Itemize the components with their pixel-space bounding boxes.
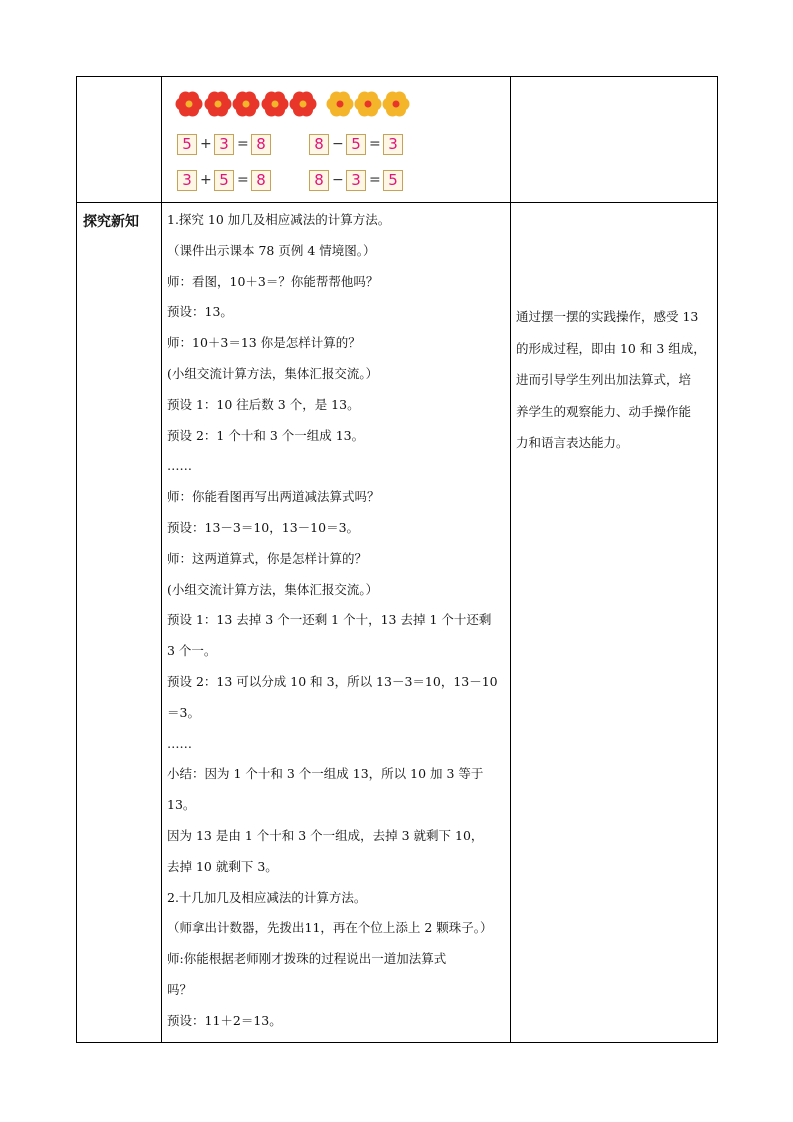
operator: + [200, 172, 212, 188]
note-line: 通过摆一摆的实践操作，感受 13 [516, 309, 699, 324]
yellow-flower-icon [326, 90, 354, 118]
number-box: 5 [346, 134, 366, 155]
column-divider [161, 77, 162, 1042]
operator: − [332, 136, 344, 152]
process-line: 预设 1：13 去掉 3 个一还剩 1 个十，13 去掉 1 个十还剩 [167, 612, 492, 628]
number-box: 3 [214, 134, 234, 155]
process-line: 预设 1：10 往后数 3 个，是 13。 [167, 396, 360, 412]
stage-label: 探究新知 [83, 214, 139, 230]
number-box: 3 [177, 170, 197, 191]
number-box: 8 [309, 134, 329, 155]
process-line: 因为 13 是由 1 个十和 3 个一组成，去掉 3 就剩下 10， [167, 827, 484, 843]
process-line: 去掉 10 就剩下 3。 [167, 858, 278, 874]
process-line: 3 个一。 [167, 643, 217, 659]
note-line: 养学生的观察能力、动手操作能 [516, 403, 692, 419]
process-line: 师：这两道算式，你是怎样计算的？ [167, 550, 368, 566]
red-flower-icon [289, 90, 317, 118]
equals-sign: = [369, 136, 381, 152]
process-line: (小组交流计算方法，集体汇报交流。） [167, 365, 379, 381]
process-line: …… [167, 735, 192, 751]
design-intent [516, 301, 714, 459]
process-line: 13。 [167, 797, 196, 813]
process-line: 2.十几加几及相应减法的计算方法。 [167, 889, 367, 905]
process-line: （师拿出计数器，先拨出11，再在个位上添上 2 颗珠子。） [167, 920, 493, 936]
note-line: 的形成过程，即由 10 和 3 组成， [516, 340, 706, 356]
red-flower-icon [261, 90, 289, 118]
lesson-process [167, 210, 512, 1042]
process-line: 预设：13－3＝10，13－10＝3。 [167, 519, 360, 535]
yellow-flower-icon [382, 90, 410, 118]
process-line: 预设 2：1 个十和 3 个一组成 13。 [167, 427, 365, 443]
note-line: 力和语言表达能力。 [516, 435, 629, 450]
process-line: （课件出示课本 78 页例 4 情境图。） [167, 242, 376, 258]
process-line: 师：你能看图再写出两道减法算式吗？ [167, 489, 380, 505]
red-flower-icon [175, 90, 203, 118]
process-line: 预设：11＋2＝13。 [167, 1012, 282, 1028]
number-box: 5 [214, 170, 234, 191]
operator: + [200, 136, 212, 152]
process-line: 1.探究 10 加几及相应减法的计算方法。 [167, 212, 391, 227]
process-line: 师:你能根据老师刚才拨珠的过程说出一道加法算式 [167, 951, 447, 967]
number-box: 8 [251, 170, 271, 191]
number-box: 5 [383, 170, 403, 191]
process-line: 师：看图，10＋3＝？你能帮帮他吗？ [167, 273, 379, 289]
red-flower-icon [232, 90, 260, 118]
equals-sign: = [369, 172, 381, 188]
number-box: 8 [251, 134, 271, 155]
process-line: (小组交流计算方法，集体汇报交流。） [167, 581, 379, 597]
number-box: 5 [177, 134, 197, 155]
lesson-table [76, 76, 718, 1043]
number-box: 3 [346, 170, 366, 191]
process-line: 预设 2：13 可以分成 10 和 3，所以 13－3＝10，13－10 [167, 673, 498, 689]
process-line: 吗？ [167, 981, 193, 997]
red-flower-icon [204, 90, 232, 118]
row-divider [77, 202, 717, 203]
operator: − [332, 172, 344, 188]
number-box: 8 [309, 170, 329, 191]
note-line: 进而引导学生列出加法算式，培 [516, 372, 692, 387]
process-line: 小结：因为 1 个十和 3 个一组成 13，所以 10 加 3 等于 [167, 766, 484, 782]
process-line: 师：10＋3＝13 你是怎样计算的？ [167, 335, 361, 351]
process-line: 预设：13。 [167, 304, 233, 320]
yellow-flower-icon [354, 90, 382, 118]
equals-sign: = [237, 172, 249, 188]
equals-sign: = [237, 136, 249, 152]
process-line: ＝3。 [167, 704, 200, 720]
process-line: …… [167, 458, 192, 474]
number-box: 3 [383, 134, 403, 155]
